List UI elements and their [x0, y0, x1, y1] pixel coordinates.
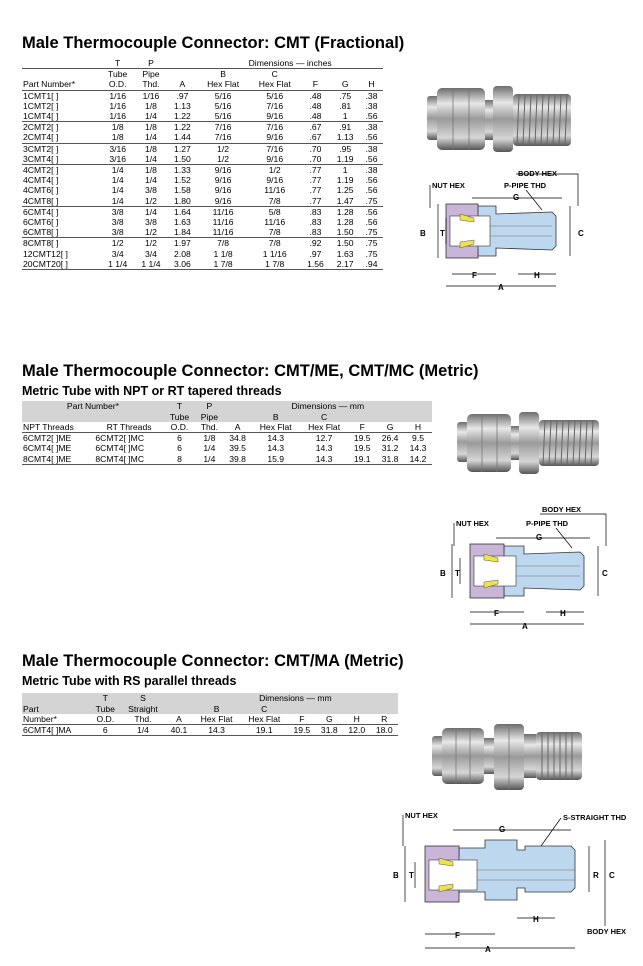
table-cell: 12.0 — [343, 725, 370, 736]
table-cell: 19.5 — [353, 443, 371, 454]
table-cell: 7/16 — [197, 122, 249, 133]
table-cell: .48 — [309, 100, 322, 111]
table-row — [22, 433, 432, 444]
table-cell: 6 — [90, 725, 121, 736]
table-cell: 12CMT12[ ] — [23, 248, 68, 259]
table-cell: 6CMT2[ ]ME — [23, 433, 72, 444]
table-row — [22, 122, 383, 133]
dim-r: R — [593, 871, 599, 880]
table-cell: 6CMT4[ ]MA — [22, 725, 90, 736]
table-cell: 1 1/16 — [262, 248, 287, 259]
dim-g: G — [536, 533, 543, 542]
dim-a: A — [498, 283, 504, 292]
table-cell: .75 — [365, 195, 378, 206]
table-cell: 1.27 — [168, 143, 198, 154]
table-cell: 1.19 — [336, 175, 354, 186]
table-cell: 1/16 — [109, 100, 127, 111]
table-cell: 1.58 — [174, 185, 191, 196]
table-cell: .75 — [365, 248, 378, 259]
table-cell: 34.8 — [229, 433, 246, 444]
table-cell: 9/16 — [214, 175, 232, 186]
table-cell: .77 — [309, 175, 322, 186]
table-cell: 1/2 — [217, 153, 230, 164]
table-cell: 1/4 — [203, 443, 216, 454]
table-cell: 1CMT2[ ] — [23, 100, 59, 111]
table-cell: .83 — [301, 206, 331, 217]
dim-c: C — [602, 569, 608, 578]
table-cell: .56 — [360, 206, 383, 217]
table-cell: .95 — [330, 143, 360, 154]
table-row — [22, 196, 383, 207]
table-row — [22, 206, 383, 217]
nut-hex-label: NUT HEX — [405, 811, 438, 820]
table-cell: .38 — [365, 100, 378, 111]
table-row — [22, 249, 383, 259]
table-cell: 1.56 — [301, 259, 331, 270]
table-cell: .91 — [330, 122, 360, 133]
table-cell: 1/2 — [197, 143, 249, 154]
table-cell: 6CMT2[ ]MC — [95, 433, 145, 444]
pipe-thd-label: P-PIPE THD — [504, 181, 547, 190]
straight-thd-label: S-STRAIGHT THD — [563, 813, 627, 822]
dim-a: A — [485, 945, 491, 954]
table-cell: 1.63 — [336, 248, 354, 259]
table-cell: 1 7/8 — [197, 259, 249, 270]
table-cell: .56 — [365, 175, 378, 186]
table-cell: 31.8 — [316, 725, 343, 736]
table-cell: 1/4 — [121, 725, 166, 736]
table-row — [22, 101, 383, 111]
table-cell: .97 — [176, 90, 189, 101]
table-cell: 1/2 — [144, 227, 157, 238]
table-cell: 2.17 — [330, 259, 360, 270]
table-cell: 7/8 — [249, 238, 301, 249]
table-cell: 5/16 — [214, 100, 232, 111]
table-cell: 14.3 — [315, 443, 333, 454]
nut-hex-label: NUT HEX — [432, 181, 465, 190]
cmt-dimension-diagram — [412, 166, 612, 296]
table-row — [22, 165, 383, 176]
dim-c: C — [578, 229, 584, 238]
table-cell: 5/16 — [214, 111, 232, 122]
table-cell: 1 — [342, 111, 348, 122]
table-cell: 1/2 — [134, 238, 167, 249]
table-cell: 11/16 — [264, 185, 286, 196]
table-cell: 6CMT8[ ] — [23, 227, 59, 238]
table-cell: 1.97 — [168, 238, 198, 249]
table-cell: 9/16 — [266, 153, 284, 164]
table-cell: 1/8 — [101, 122, 134, 133]
table-cell: .38 — [360, 165, 383, 176]
table-cell: .70 — [309, 153, 322, 164]
table-cell: .56 — [365, 185, 378, 196]
table-cell: 19.1 — [240, 725, 288, 736]
table-cell: 1.52 — [174, 175, 191, 186]
table-row — [22, 132, 383, 143]
table-cell: 1/2 — [144, 195, 157, 206]
table-cell: 14.3 — [193, 725, 241, 736]
dim-g: G — [499, 825, 506, 834]
table-cell: 8CMT8[ ] — [22, 238, 101, 249]
table-cell: 3/16 — [109, 153, 127, 164]
table-cell: 1/16 — [142, 90, 160, 101]
table-cell: .77 — [309, 185, 322, 196]
dim-f: F — [455, 931, 460, 940]
cmt-me-product-photo — [455, 408, 605, 478]
table-cell: 1.25 — [336, 185, 354, 196]
table-cell: 4CMT6[ ] — [23, 185, 59, 196]
table-cell: 8CMT4[ ]ME — [22, 454, 94, 465]
table-cell: 3/8 — [144, 185, 157, 196]
table-cell: 11/16 — [212, 217, 234, 228]
cmt-ma-product-photo — [430, 722, 585, 792]
section-3-subtitle: Metric Tube with RS parallel threads — [22, 674, 237, 688]
table-cell: 1.33 — [168, 165, 198, 176]
dim-h: H — [534, 271, 540, 280]
dim-a: A — [522, 622, 528, 631]
table-cell: 9/16 — [266, 111, 284, 122]
table-cell: 3/8 — [144, 217, 157, 228]
table-cell: 1/8 — [134, 143, 167, 154]
dims-mm-header: Dimensions — mm — [291, 401, 365, 412]
table-cell: 5/16 — [214, 90, 232, 101]
table-cell: 7/16 — [266, 100, 284, 111]
cmt-product-photo — [425, 80, 575, 160]
dim-c: C — [609, 871, 615, 880]
table-cell: 3.06 — [168, 259, 198, 270]
table-cell: 19.1 — [348, 454, 376, 465]
table-cell: 20CMT20[ ] — [22, 259, 101, 270]
table-cell: 6CMT4[ ] — [22, 206, 101, 217]
table-cell: .94 — [360, 259, 383, 270]
table-cell: 1CMT4[ ] — [23, 111, 59, 122]
table-cell: 2CMT4[ ] — [23, 132, 59, 143]
dim-b: B — [393, 871, 399, 880]
pipe-thd-label: P-PIPE THD — [526, 519, 569, 528]
table-cell: 11/16 — [197, 206, 249, 217]
table-cell: 4CMT4[ ] — [23, 175, 59, 186]
table-cell: 3CMT4[ ] — [23, 153, 59, 164]
table-cell: 4CMT2[ ] — [22, 165, 101, 176]
table-cell: 14.2 — [404, 454, 432, 465]
table-row — [22, 725, 398, 736]
table-cell: 1.50 — [330, 238, 360, 249]
section-2-title: Male Thermocouple Connector: CMT/ME, CMT/MC (Metric) — [22, 362, 479, 380]
table-cell: .75 — [365, 227, 378, 238]
table-cell: .97 — [309, 248, 322, 259]
table-row — [22, 111, 383, 122]
table-cell: .56 — [365, 153, 378, 164]
table-cell: 1/8 — [203, 433, 216, 444]
table-cell: .92 — [301, 238, 331, 249]
table-cell: 1/4 — [144, 153, 157, 164]
table-cell: 7/8 — [268, 195, 281, 206]
cmt-ma-table: T S Dimensions — mm Part Tube Straight B C Number* O.D. Thd. A Hex Flat Hex Flat F G H R 6CMT4[ ]MA 6 1/4 40.1 14.3 19.1 19.5 31.8 12.0 18.0 — [22, 693, 398, 736]
table-cell: 1.47 — [336, 195, 354, 206]
table-row — [22, 217, 383, 227]
table-cell: .70 — [301, 143, 331, 154]
table-cell: 3/16 — [101, 143, 134, 154]
table-cell: 9/16 — [266, 175, 284, 186]
table-cell: 1.50 — [336, 227, 354, 238]
table-cell: 3/4 — [111, 248, 124, 259]
table-cell: 31.8 — [376, 454, 404, 465]
body-hex-label: BODY HEX — [542, 505, 582, 514]
table-cell: 1.28 — [330, 206, 360, 217]
table-cell: 6 — [177, 433, 182, 444]
table-cell: 5/8 — [249, 206, 301, 217]
table-cell: .81 — [339, 100, 352, 111]
table-cell: 14.3 — [267, 443, 285, 454]
table-cell: 18.0 — [371, 725, 399, 736]
section-2-subtitle: Metric Tube with NPT or RT tapered threads — [22, 384, 282, 398]
table-cell: 3/4 — [144, 248, 157, 259]
table-cell: 1 1/4 — [101, 259, 134, 270]
table-cell: .67 — [309, 132, 322, 143]
cmt-fractional-table: T P Dimensions — inches Tube Pipe B C Part Number* O.D. Thd. A Hex Flat Hex Flat F G H 1CMT1[ ] 1/16 1/16 .97 5/16 5/16 .48 .75 .38 1CMT2[ ] 1/16 1/8 1.13 5/16 7/16 .48 .81 .38 1CMT4[ ] 1/16 1/4 1.22 5/16 9/16 .48 1 .56 2CMT2[ ] 1/8 1/8 1.22 7/16 7/16 .67 .91 .38 2CMT4[ ] 1/8 1/4 1.44 7/16 9/16 .67 1.13 .56 3CMT2[ ] 3/16 1/8 1.27 1/2 7/16 .70 .95 .38 3CMT4[ ] 3/16 1/4 1.50 1/2 9/16 .70 1.19 .56 4CMT2[ ] 1/4 1/8 1.33 9/16 1/2 .77 1 .38 4CMT4[ ] 1/4 1/4 1.52 9/16 9/16 .77 1.19 .56 4CMT6[ ] 1/4 3/8 1.58 9/16 11/16 .77 1.25 .56 4CMT8[ ] 1/4 1/2 1.80 9/16 7/8 .77 1.47 .75 6CMT4[ ] 3/8 1/4 1.64 11/16 5/8 .83 1.28 .56 6CMT6[ ] 3/8 3/8 1.63 11/16 11/16 .83 1.28 .56 6CMT8[ ] 3/8 1/2 1.84 11/16 7/8 .83 1.50 .75 8CMT8[ ] 1/2 1/2 1.97 7/8 7/8 .92 1.50 .75 12CMT12[ ] 3/4 3/4 2.08 1 1/8 1 1/16 .97 1.63 .75 20CMT20[ ] 1 1/4 1 1/4 3.06 1 7/8 1 7/8 1.56 2.17 .94 — [22, 58, 383, 270]
table-cell: 1/4 — [144, 111, 157, 122]
table-row — [22, 90, 383, 101]
table-cell: 14.3 — [267, 433, 285, 444]
table-row — [22, 154, 383, 165]
table-cell: 19.5 — [353, 433, 371, 444]
table-cell: .38 — [360, 143, 383, 154]
dim-h: H — [560, 609, 566, 618]
table-cell: 11/16 — [212, 227, 234, 238]
table-cell: 1.13 — [174, 100, 191, 111]
table-cell: 7/16 — [214, 132, 232, 143]
table-row — [22, 238, 383, 249]
table-cell: 1.19 — [336, 153, 354, 164]
table-cell: 1/2 — [249, 165, 301, 176]
table-cell: 1/8 — [111, 132, 124, 143]
table-cell: 1/4 — [111, 195, 124, 206]
table-cell: 8 — [164, 454, 195, 465]
body-hex-label: BODY HEX — [518, 169, 558, 178]
table-cell: 9/16 — [197, 165, 249, 176]
table-cell: 1/4 — [101, 165, 134, 176]
table-cell: 1.80 — [174, 195, 191, 206]
table-cell: 1/16 — [109, 111, 127, 122]
table-cell: .83 — [309, 227, 322, 238]
table-cell: 12.7 — [315, 433, 333, 444]
dim-t: T — [440, 229, 445, 238]
table-row — [22, 443, 432, 453]
table-cell: 7/16 — [249, 143, 301, 154]
table-cell: 1.63 — [174, 217, 191, 228]
table-cell: 1/16 — [109, 90, 127, 101]
table-row — [22, 185, 383, 195]
body-hex-label: BODY HEX — [587, 927, 627, 936]
table-cell: .77 — [309, 195, 322, 206]
table-cell: 14.3 — [409, 443, 427, 454]
table-cell: 9.5 — [412, 433, 424, 444]
table-cell: 1/4 — [111, 175, 124, 186]
table-cell: 31.2 — [381, 443, 399, 454]
section-1-title: Male Thermocouple Connector: CMT (Fractional) — [22, 34, 405, 52]
table-cell: 3/8 — [111, 227, 124, 238]
table-cell: 6 — [177, 443, 182, 454]
table-cell: 1.84 — [174, 227, 191, 238]
dim-f: F — [472, 271, 477, 280]
table-cell: 9/16 — [266, 132, 284, 143]
table-cell: 1/4 — [144, 132, 157, 143]
nut-hex-label: NUT HEX — [456, 519, 489, 528]
table-cell: .77 — [301, 165, 331, 176]
table-cell: 1.22 — [168, 122, 198, 133]
table-cell: 5/16 — [266, 90, 284, 101]
table-cell: 1/4 — [195, 454, 224, 465]
dim-t: T — [455, 569, 460, 578]
table-cell: 1/8 — [144, 100, 157, 111]
table-cell: 1/4 — [144, 175, 157, 186]
table-cell: 1/8 — [134, 122, 167, 133]
table-cell: 8CMT4[ ]MC — [94, 454, 164, 465]
table-cell: 2CMT2[ ] — [22, 122, 101, 133]
table-cell: 1 1/4 — [134, 259, 167, 270]
table-row — [22, 143, 383, 154]
table-cell: 1.44 — [174, 132, 191, 143]
dim-b: B — [440, 569, 446, 578]
table-cell: .48 — [309, 111, 322, 122]
table-cell: 3/8 — [111, 217, 124, 228]
dims-mm-header: Dimensions — mm — [259, 693, 332, 704]
table-row — [22, 454, 432, 465]
table-cell: .38 — [365, 90, 378, 101]
table-cell: 39.8 — [224, 454, 252, 465]
table-cell: 1.64 — [168, 206, 198, 217]
table-row — [22, 259, 383, 270]
table-cell: 6CMT6[ ] — [23, 217, 59, 228]
table-row — [22, 175, 383, 185]
table-cell: 26.4 — [381, 433, 399, 444]
table-cell: 1.13 — [336, 132, 354, 143]
cmt-ma-dimension-diagram — [385, 806, 643, 961]
table-cell: 7/16 — [249, 122, 301, 133]
table-cell: .56 — [365, 217, 378, 228]
table-row — [22, 227, 383, 238]
cmt-me-mc-table: Part Number* T P Dimensions — mm Tube Pipe B C NPT Threads RT Threads O.D. Thd. A Hex Flat Hex Flat F G H 6CMT2[ ]ME 6CMT2[ ]MC 6 1/8 34.8 14.3 12.7 19.5 26.4 9.5 6CMT4[ ]ME 6CMT4[ ]MC 6 1/4 39.5 14.3 14.3 19.5 31.2 14.3 8CMT4[ ]ME 8CMT4[ ]MC 8 1/4 39.8 15.9 14.3 19.1 31.8 14.2 — [22, 401, 432, 465]
table-cell: 1CMT1[ ] — [23, 90, 59, 101]
dims-inches-header: Dimensions — inches — [197, 58, 383, 69]
table-cell: .38 — [360, 122, 383, 133]
section-3-title: Male Thermocouple Connector: CMT/MA (Metric) — [22, 652, 404, 670]
table-cell: .67 — [301, 122, 331, 133]
table-cell: 1 7/8 — [249, 259, 301, 270]
table-cell: 3CMT2[ ] — [22, 143, 101, 154]
table-cell: 15.9 — [252, 454, 300, 465]
table-cell: .48 — [309, 90, 322, 101]
table-cell: 3/8 — [101, 206, 134, 217]
table-cell: 1/4 — [134, 206, 167, 217]
cmt-me-dimension-diagram — [430, 500, 640, 635]
dim-b: B — [420, 229, 426, 238]
table-cell: 6CMT4[ ]ME — [23, 443, 72, 454]
table-cell: 14.3 — [300, 454, 348, 465]
table-cell: 19.5 — [288, 725, 315, 736]
table-cell: 1.22 — [174, 111, 191, 122]
table-cell: 4CMT8[ ] — [23, 195, 59, 206]
table-cell: 1/4 — [111, 185, 124, 196]
table-cell: 9/16 — [214, 195, 232, 206]
table-cell: 2.08 — [174, 248, 191, 259]
table-cell: 1 — [330, 165, 360, 176]
table-cell: 1/8 — [134, 165, 167, 176]
table-cell: .75 — [360, 238, 383, 249]
dim-t: T — [409, 871, 414, 880]
table-cell: 1/2 — [101, 238, 134, 249]
table-cell: .56 — [365, 111, 378, 122]
table-cell: .56 — [365, 132, 378, 143]
table-cell: 1 1/8 — [213, 248, 233, 259]
table-cell: 6CMT4[ ]MC — [95, 443, 145, 454]
table-cell: 1.50 — [174, 153, 191, 164]
table-cell: 11/16 — [264, 217, 286, 228]
table-cell: 9/16 — [214, 185, 232, 196]
table-cell: 40.1 — [165, 725, 192, 736]
table-cell: 7/8 — [268, 227, 281, 238]
table-cell: 39.5 — [229, 443, 246, 454]
table-cell: 1.28 — [336, 217, 354, 228]
table-cell: .83 — [309, 217, 322, 228]
dim-g: G — [513, 193, 520, 202]
dim-f: F — [494, 609, 499, 618]
table-cell: 7/8 — [197, 238, 249, 249]
dim-h: H — [533, 915, 539, 924]
table-cell: .75 — [339, 90, 352, 101]
